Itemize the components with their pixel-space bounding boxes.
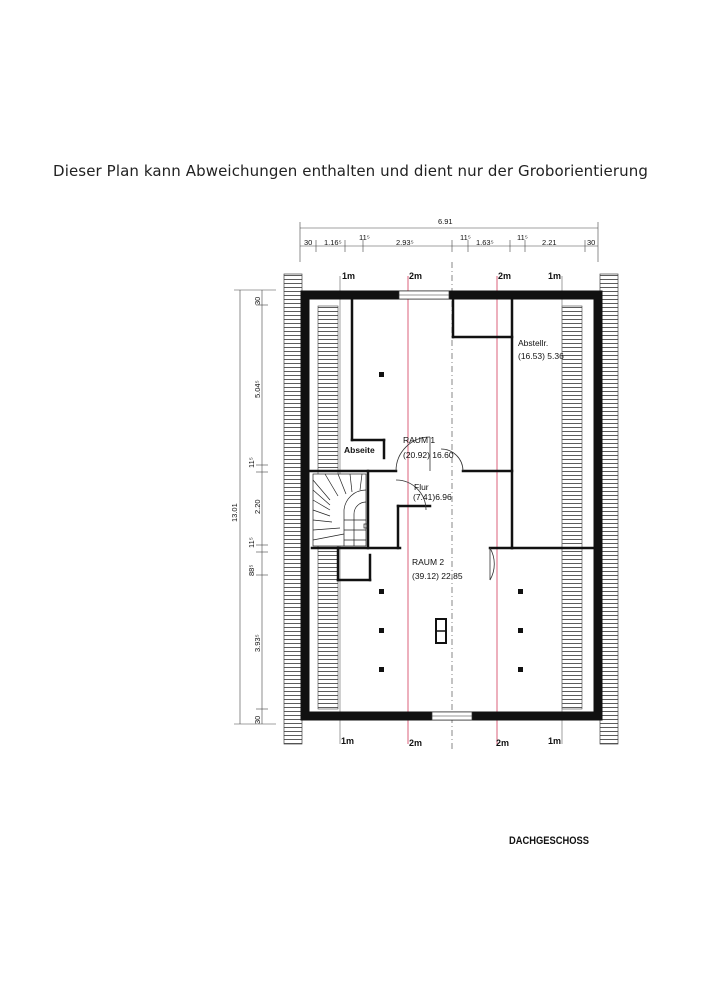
top-dimension-labels xyxy=(304,233,595,247)
dim-top-7: 11⁵ xyxy=(517,233,528,242)
room-labels xyxy=(344,338,564,581)
dim-left-2: 5.04⁵ xyxy=(253,380,262,398)
staircase xyxy=(313,474,368,546)
dim-overall-width: 6.91 xyxy=(438,217,453,226)
dim-left-5: 11⁵ xyxy=(247,537,256,548)
label-raum2-area: (39.12) 22.85 xyxy=(412,571,463,581)
dim-top-2: 1.16⁵ xyxy=(324,238,342,247)
label-abstellr-name: Abstellr. xyxy=(518,338,549,348)
support-columns xyxy=(379,372,523,672)
dim-top-1: 30 xyxy=(304,238,313,247)
dim-left-1: 30 xyxy=(253,296,262,305)
left-dimension-labels xyxy=(247,297,262,724)
dim-top-4: 2.93⁵ xyxy=(396,238,414,247)
dim-overall-height: 13.01 xyxy=(230,503,239,522)
label-flur-area: (7.41)6.96 xyxy=(413,492,452,502)
height-markers-top xyxy=(342,271,561,281)
roof-hatch-right xyxy=(600,274,618,744)
dim-left-4: 2.20 xyxy=(253,499,262,514)
dim-top-5: 11⁵ xyxy=(460,233,471,242)
dim-top-3: 11⁵ xyxy=(359,233,370,242)
height-marker-bottom-4: 1m xyxy=(548,736,562,746)
disclaimer-text: Dieser Plan kann Abweichungen enthalten und dient nur der Groborientierung xyxy=(53,162,648,180)
height-marker-top-3: 2m xyxy=(498,271,512,281)
dim-top-8: 2.21 xyxy=(542,238,557,247)
height-markers-bottom xyxy=(341,736,561,748)
dim-left-3: 11⁵ xyxy=(247,457,256,468)
roof-hatch-left xyxy=(284,274,302,744)
height-marker-lines xyxy=(340,262,562,750)
label-raum1-area: (20.92) 16.60 xyxy=(403,450,454,460)
label-flur-name: Flur xyxy=(414,482,429,492)
dim-left-7: 3.93⁵ xyxy=(253,634,262,652)
height-marker-bottom-1: 1m xyxy=(341,736,355,746)
sheet-title: DACHGESCHOSS xyxy=(509,835,590,847)
label-abstellr-area: (16.53) 5.36 xyxy=(518,351,564,361)
dim-left-8: 30 xyxy=(253,715,262,724)
height-marker-bottom-3: 2m xyxy=(496,738,510,748)
height-marker-top-2: 2m xyxy=(409,271,423,281)
height-marker-bottom-2: 2m xyxy=(409,738,423,748)
dim-top-6: 1.63⁵ xyxy=(476,238,494,247)
height-marker-top-4: 1m xyxy=(548,271,562,281)
height-marker-top-1: 1m xyxy=(342,271,356,281)
roof-hatch-inner-right xyxy=(562,306,582,709)
label-raum2-name: RAUM 2 xyxy=(412,557,445,567)
label-abseite: Abseite xyxy=(344,445,375,455)
dim-left-6: 88⁵ xyxy=(247,564,256,576)
label-raum1-name: RAUM 1 xyxy=(403,435,436,445)
dim-top-9: 30 xyxy=(587,238,596,247)
